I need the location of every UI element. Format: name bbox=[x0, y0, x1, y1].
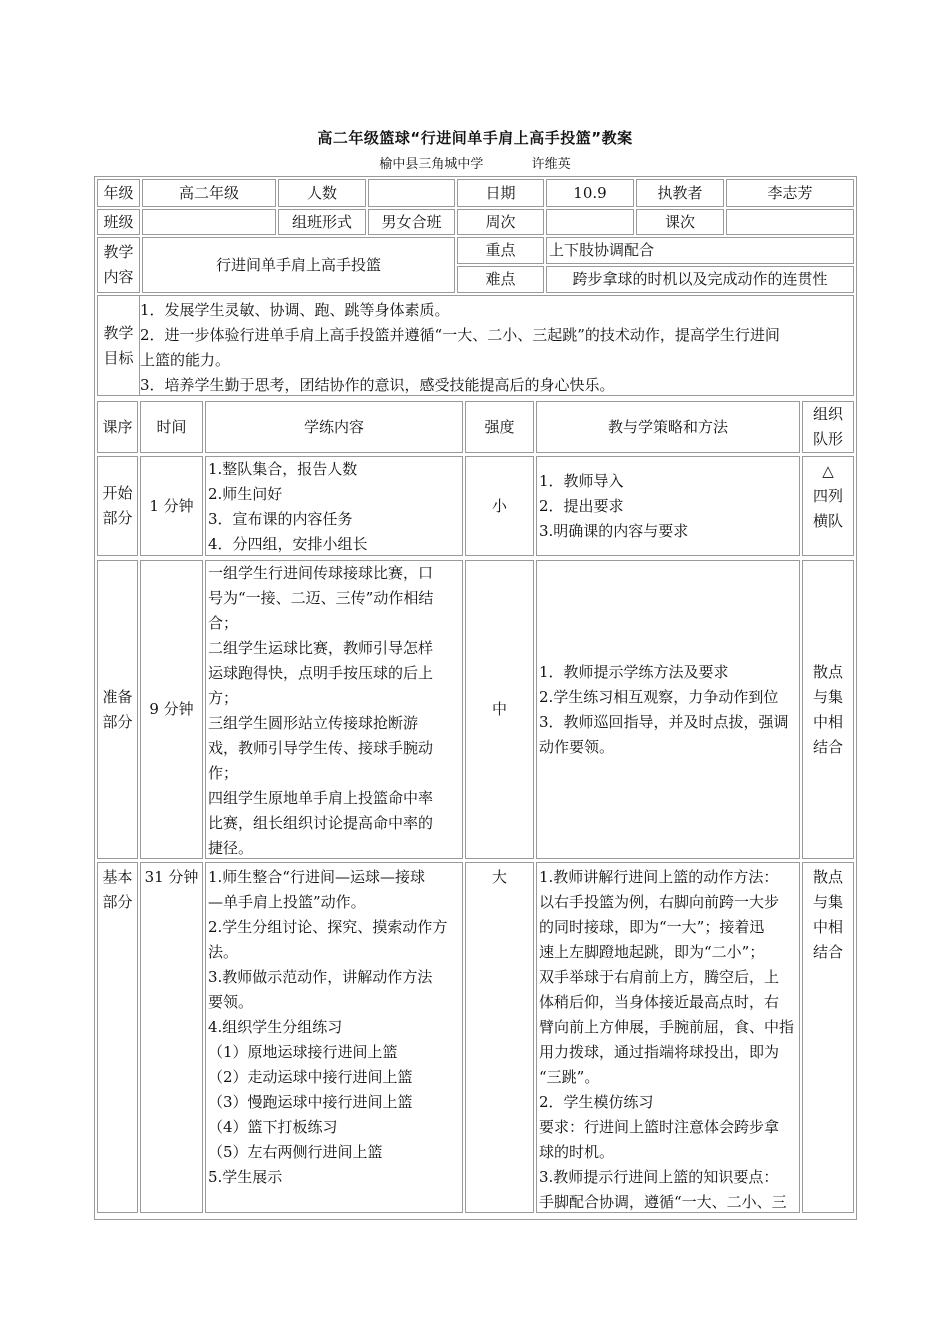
org-line: △ bbox=[822, 462, 834, 480]
lesson-value bbox=[726, 209, 854, 235]
part-line: 部分 bbox=[102, 509, 133, 527]
method-line: 1．教师提示学练方法及要求 bbox=[539, 662, 729, 681]
content-line: （3）慢跑运球中接行进间上篮 bbox=[208, 1093, 413, 1111]
date-value: 10.9 bbox=[546, 179, 634, 207]
header-intensity: 强度 bbox=[465, 401, 534, 453]
part-line: 准备 bbox=[102, 687, 133, 706]
row-prep-time: 9 分钟 bbox=[140, 560, 203, 859]
org-line: 中相 bbox=[812, 712, 843, 731]
goal-label-line: 教学 bbox=[103, 323, 134, 342]
goal-label bbox=[97, 295, 140, 396]
method-line: 的同时接球，即为“一大”；接着迅 bbox=[539, 918, 765, 936]
content-line: 4.组织学生分组练习 bbox=[208, 1018, 343, 1036]
org-line: 四列 bbox=[812, 487, 843, 505]
content-line: 1.师生整合“行进间—运球—接球 bbox=[208, 868, 425, 886]
method-line: 双手举球于右肩前上方，腾空后，上 bbox=[539, 968, 780, 986]
content-line: 二组学生运球比赛，教师引导怎样 bbox=[208, 639, 434, 657]
content-label-line: 内容 bbox=[103, 268, 134, 286]
content-line: 三组学生圆形站立传接球抢断游 bbox=[208, 714, 419, 732]
method-line: 3．教师巡回指导，并及时点拔，强调 bbox=[539, 712, 789, 731]
content-line: 方； bbox=[208, 689, 239, 707]
row-start-content bbox=[205, 456, 463, 556]
part-line: 开始 bbox=[102, 484, 133, 502]
header-org-line: 组织 bbox=[812, 405, 843, 423]
method-line: 球的时机。 bbox=[539, 1143, 615, 1161]
row-basic-method bbox=[536, 862, 800, 1213]
key-label: 重点 bbox=[457, 237, 544, 264]
part-line: 部分 bbox=[102, 893, 133, 911]
content-line: 要领。 bbox=[208, 993, 254, 1011]
date-label: 日期 bbox=[457, 179, 544, 207]
content-line: 捷径。 bbox=[208, 839, 254, 857]
part-line: 基本 bbox=[102, 868, 133, 886]
header-org-line: 队形 bbox=[812, 430, 843, 448]
method-line: 速上左脚蹬地起跳，即为“二小”； bbox=[539, 943, 765, 961]
goal-item: 1．发展学生灵敏、协调、跑、跳等身体素质。 bbox=[140, 301, 450, 319]
class-value bbox=[142, 209, 276, 235]
org-line: 结合 bbox=[812, 943, 843, 961]
method-line: 1．教师导入 bbox=[539, 471, 624, 490]
content-line: —单手肩上投篮”动作。 bbox=[208, 893, 366, 911]
content-line: 合； bbox=[208, 614, 239, 632]
week-value bbox=[546, 209, 634, 235]
org-line: 散点 bbox=[812, 868, 843, 886]
difficulty-value: 跨步拿球的时机以及完成动作的连贯性 bbox=[546, 266, 854, 293]
content-label-line: 教学 bbox=[103, 243, 134, 261]
content-line: 一组学生行进间传球接球比赛，口 bbox=[208, 564, 434, 582]
content-line: 戏，教师引导学生传、接球手腕动 bbox=[208, 739, 434, 757]
row-start-org bbox=[802, 456, 854, 556]
method-line: “三跳”。 bbox=[539, 1068, 600, 1086]
method-line: 体稍后仰，当身体接近最高点时，右 bbox=[539, 993, 780, 1011]
row-prep-org bbox=[802, 560, 854, 859]
row-basic-intensity: 大 bbox=[465, 862, 534, 1213]
method-line: 用力拨球，通过指端将球投出，即为 bbox=[539, 1043, 780, 1061]
content-line: 5.学生展示 bbox=[208, 1168, 283, 1186]
document-title: 高二年级篮球“行进间单手肩上高手投篮”教案 bbox=[317, 129, 633, 147]
row-basic-time: 31 分钟 bbox=[140, 862, 203, 1213]
row-start-intensity: 小 bbox=[465, 456, 534, 556]
content-line: （5）左右两侧行进间上篮 bbox=[208, 1143, 383, 1161]
org-line: 结合 bbox=[812, 737, 843, 756]
class-label: 班级 bbox=[97, 209, 140, 235]
header-org bbox=[802, 401, 854, 453]
org-line: 中相 bbox=[812, 918, 843, 936]
teacher-value: 李志芳 bbox=[726, 179, 854, 207]
content-value: 行进间单手肩上高手投篮 bbox=[142, 237, 455, 293]
goals-list bbox=[140, 295, 854, 396]
week-label: 周次 bbox=[457, 209, 544, 235]
content-line: 3.教师做示范动作，讲解动作方法 bbox=[208, 968, 433, 986]
row-prep-content bbox=[205, 560, 463, 859]
form-value: 男女合班 bbox=[368, 209, 455, 235]
method-line: 手脚配合协调，遵循“一大、二小、三 bbox=[539, 1193, 787, 1211]
teacher-label: 执教者 bbox=[636, 179, 724, 207]
method-line: 动作要领。 bbox=[539, 737, 615, 756]
content-line: 4．分四组，安排小组长 bbox=[208, 535, 368, 553]
author-name: 许维英 bbox=[531, 157, 571, 172]
method-line: 臂向前上方伸展，手腕前屈，食、中指 bbox=[539, 1018, 795, 1036]
header-order: 课序 bbox=[97, 401, 138, 453]
content-line: （2）走动运球中接行进间上篮 bbox=[208, 1068, 413, 1086]
org-line: 横队 bbox=[812, 512, 843, 530]
form-label: 组班形式 bbox=[278, 209, 366, 235]
method-line: 2．学生模仿练习 bbox=[539, 1093, 654, 1111]
key-value: 上下肢协调配合 bbox=[546, 237, 854, 264]
content-line: 四组学生原地单手肩上投篮命中率 bbox=[208, 789, 434, 807]
row-basic-part bbox=[97, 862, 138, 1213]
row-basic-content bbox=[205, 862, 463, 1213]
count-value bbox=[368, 179, 455, 207]
header-time: 时间 bbox=[140, 401, 203, 453]
lesson-label: 课次 bbox=[636, 209, 724, 235]
org-line: 散点 bbox=[812, 662, 843, 681]
goal-item: 3．培养学生勤于思考，团结协作的意识，感受技能提高后的身心快乐。 bbox=[140, 376, 615, 394]
content-line: （1）原地运球接行进间上篮 bbox=[208, 1043, 398, 1061]
content-line: 作； bbox=[208, 764, 239, 782]
header-content: 学练内容 bbox=[205, 401, 463, 453]
grade-label: 年级 bbox=[97, 179, 140, 207]
header-method: 教与学策略和方法 bbox=[536, 401, 800, 453]
method-line: 以右手投篮为例，右脚向前跨一大步 bbox=[539, 893, 780, 911]
content-line: 2.学生分组讨论、探究、摸索动作方 bbox=[208, 918, 448, 936]
content-line: 法。 bbox=[208, 943, 239, 961]
goal-label-line: 目标 bbox=[103, 348, 134, 367]
part-line: 部分 bbox=[102, 712, 133, 731]
content-line: 2.师生问好 bbox=[208, 485, 283, 503]
content-line: 号为“一接、二迈、三传”动作相结 bbox=[208, 589, 434, 607]
difficulty-label: 难点 bbox=[457, 266, 544, 293]
row-start-part bbox=[97, 456, 138, 556]
content-line: 运球跑得快，点明手按压球的后上 bbox=[208, 664, 434, 682]
org-line: 与集 bbox=[812, 893, 843, 911]
method-line: 2.学生练习相互观察，力争动作到位 bbox=[539, 687, 779, 706]
method-line: 要求：行进间上篮时注意体会跨步拿 bbox=[539, 1118, 780, 1136]
row-start-time: 1 分钟 bbox=[140, 456, 203, 556]
row-prep-part bbox=[97, 560, 138, 859]
org-line: 与集 bbox=[812, 687, 843, 706]
goal-item: 2．进一步体验行进单手肩上高手投篮并遵循“一大、二小、三起跳”的技术动作，提高学生行进间 bbox=[140, 326, 780, 344]
method-line: 3.明确课的内容与要求 bbox=[539, 521, 689, 540]
row-basic-org bbox=[802, 862, 854, 1213]
row-prep-intensity: 中 bbox=[465, 560, 534, 859]
document-byline bbox=[0, 153, 950, 172]
count-label: 人数 bbox=[278, 179, 366, 207]
content-label bbox=[97, 237, 140, 293]
content-line: （4）篮下打板练习 bbox=[208, 1118, 338, 1136]
goal-item: 上篮的能力。 bbox=[140, 351, 231, 369]
content-line: 1.整队集合，报告人数 bbox=[208, 460, 358, 478]
method-line: 2．提出要求 bbox=[539, 496, 624, 515]
content-line: 3．宣布课的内容任务 bbox=[208, 510, 353, 528]
school-name: 榆中县三角城中学 bbox=[379, 157, 484, 172]
method-line: 3.教师提示行进间上篮的知识要点： bbox=[539, 1168, 779, 1186]
grade-value: 高二年级 bbox=[142, 179, 276, 207]
row-start-method bbox=[536, 456, 800, 556]
method-line: 1.教师讲解行进间上篮的动作方法： bbox=[539, 868, 779, 886]
content-line: 比赛，组长组织讨论提高命中率的 bbox=[208, 814, 434, 832]
row-prep-method bbox=[536, 560, 800, 859]
